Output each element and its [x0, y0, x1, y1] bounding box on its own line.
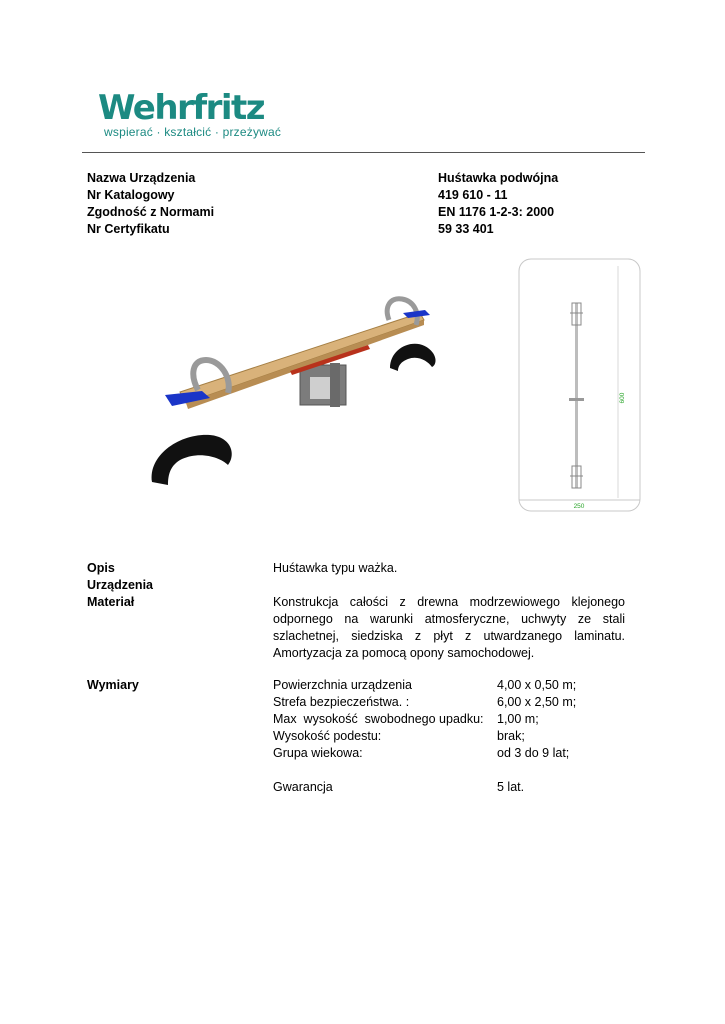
spec-label: Nazwa Urządzenia	[87, 171, 196, 185]
dimensions-list	[273, 677, 625, 796]
warranty-key: Gwarancja	[273, 780, 333, 794]
dimensions-label: Wymiary	[87, 678, 139, 692]
header-divider	[82, 152, 645, 153]
description-label: Opis Urządzenia	[87, 561, 153, 592]
plan-drawing	[518, 258, 642, 514]
dimension-key: Max wysokość swobodnego upadku:	[273, 712, 484, 726]
dimension-key: Wysokość podestu:	[273, 729, 382, 743]
spec-row-certificate	[87, 221, 587, 238]
spec-table	[87, 170, 587, 238]
spec-value: 59 33 401	[438, 222, 494, 236]
spec-row-norms	[87, 204, 587, 221]
spec-row-name	[87, 170, 587, 187]
dimension-value: od 3 do 9 lat;	[497, 746, 570, 760]
spec-label: Nr Katalogowy	[87, 188, 175, 202]
spec-value: EN 1176 1-2-3: 2000	[438, 205, 555, 219]
material-label: Materiał	[87, 595, 135, 609]
warranty-value: 5 lat.	[497, 780, 525, 794]
dimension-key: Powierzchnia urządzenia	[273, 678, 412, 692]
seesaw-illustration	[140, 285, 460, 495]
dimension-row	[273, 694, 625, 711]
dimension-row	[273, 711, 625, 728]
dimension-key: Grupa wiekowa:	[273, 746, 363, 760]
dimension-key: Strefa bezpieczeństwa. :	[273, 695, 410, 709]
spec-value: 419 610 - 11	[438, 188, 508, 202]
plan-length-label: 600	[619, 392, 626, 404]
dimension-row	[273, 745, 625, 762]
dimension-row	[273, 677, 625, 694]
dimension-row	[273, 728, 625, 745]
spec-row-catalog	[87, 187, 587, 204]
right-seat	[403, 310, 430, 318]
tyre-back-icon	[390, 344, 436, 371]
description-text: Huśtawka typu ważka.	[273, 561, 398, 575]
dimension-value: 1,00 m;	[497, 712, 539, 726]
plan-width-label: 250	[573, 503, 585, 510]
wehrfritz-logo	[98, 90, 281, 139]
logo-brand: Wehrfritz	[98, 88, 265, 128]
logo-tagline: wspierać · kształcić · przeżywać	[104, 125, 282, 139]
tyre-front-icon	[152, 435, 232, 485]
warranty-row	[273, 779, 625, 796]
dimension-value: brak;	[497, 729, 525, 743]
spec-value: Huśtawka podwójna	[438, 171, 559, 185]
plan-seesaw-icon	[569, 303, 584, 488]
dimension-value: 4,00 x 0,50 m;	[497, 678, 577, 692]
spec-label: Zgodność z Normami	[87, 205, 215, 219]
material-text: Konstrukcja całości z drewna modrzewiowego klejonego odpornego na warunki atmosferyczne, uchwyty ze stali szlachetnej, siedziska z płyt z utwardzanego laminatu. Amortyzacja za pomocą opony samochodowej.	[273, 595, 625, 660]
spec-label: Nr Certyfikatu	[87, 222, 170, 236]
dimension-value: 6,00 x 2,50 m;	[497, 695, 577, 709]
